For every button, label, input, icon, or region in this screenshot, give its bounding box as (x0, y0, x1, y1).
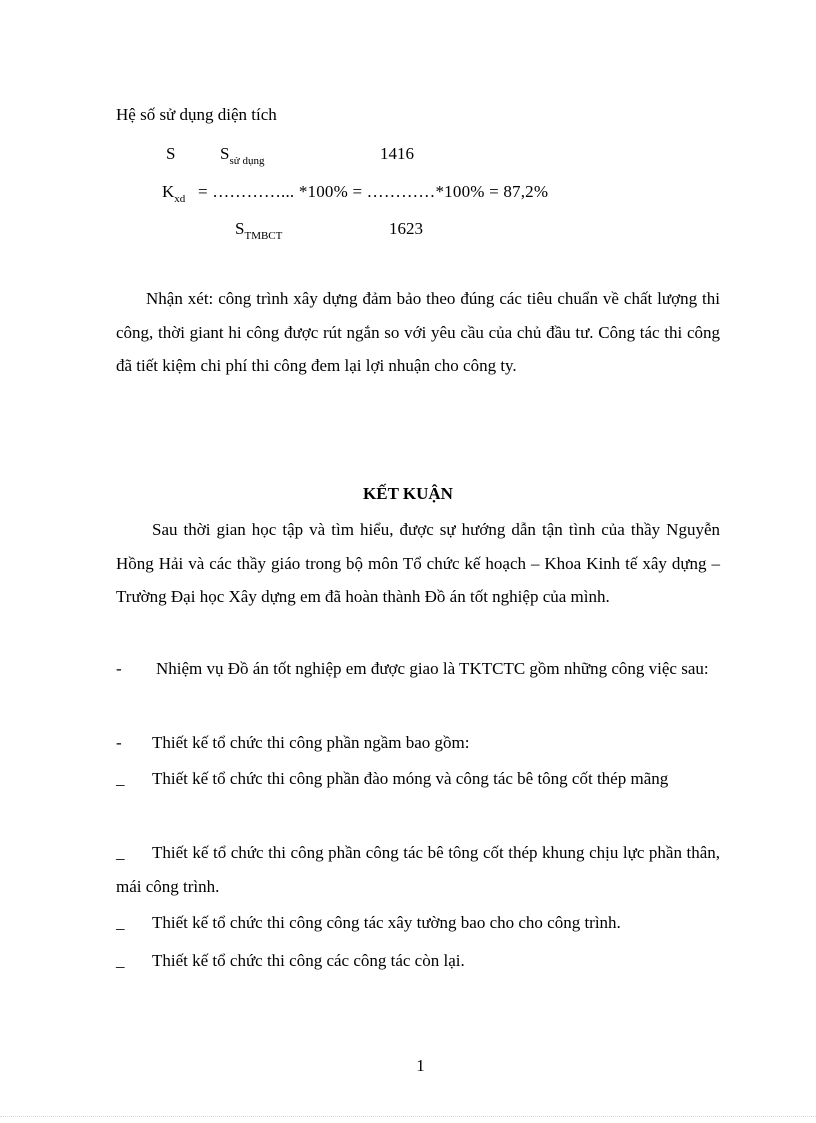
list-item-text: Thiết kế tổ chức thi công công tác xây tường bao cho cho công trình. (152, 913, 621, 932)
list-item-marker: _ (116, 951, 125, 970)
list-item (116, 944, 720, 978)
list-item-marker: _ (116, 843, 125, 862)
ratio-heading: Hệ số sử dụng diện tích (116, 105, 277, 124)
list-item-text: Thiết kế tổ chức thi công phần công tác bê tông cốt thép khung chịu lực phần thân, mái công trình. (116, 843, 720, 896)
page-number: 1 (416, 1056, 425, 1075)
formula-expression: = …………... *100% = …………*100% = 87,2% (198, 182, 549, 201)
list-item (116, 836, 720, 903)
list-item-marker: - (116, 659, 122, 678)
list-item (116, 906, 720, 940)
list-item-marker: _ (116, 769, 125, 788)
intro-text: Sau thời gian học tập và tìm hiểu, được sự hướng dẫn tận tình của thầy Nguyễn Hồng Hải và các thầy giáo trong bộ môn Tổ chức kế hoạch – Khoa Kinh tế xây dựng – Trường Đại học Xây dựng em đã hoàn thành Đồ án tốt nghiệp của mình. (116, 520, 720, 606)
list-item-marker: - (116, 733, 122, 752)
formula-s-used (220, 144, 265, 167)
list-item-text: Thiết kế tổ chức thi công phần ngầm bao gồm: (152, 733, 470, 752)
formula-k-sub: xd (174, 193, 186, 205)
list-item (116, 652, 720, 686)
remark-paragraph (116, 282, 720, 383)
conclusion-intro (116, 513, 720, 614)
formula-s-used-sub: sử dụng (229, 155, 265, 167)
list-item-marker: _ (116, 913, 125, 932)
formula-s-total-sub: TMBCT (244, 230, 283, 242)
formula-k (162, 182, 186, 205)
formula-k-main: K (162, 182, 175, 201)
list-item (116, 726, 720, 760)
formula-s-used-main: S (220, 144, 230, 163)
formula-s-total (235, 219, 283, 242)
formula-s-left: S (166, 144, 176, 163)
conclusion-title: KẾT KUẬN (363, 484, 453, 503)
list-item (116, 762, 720, 796)
list-item-text: Thiết kế tổ chức thi công phần đào móng và công tác bê tông cốt thép mãng (152, 769, 669, 788)
list-item-text: Nhiệm vụ Đồ án tốt nghiệp em được giao là TKTCTC gồm những công việc sau: (156, 659, 709, 678)
formula-numerator: 1416 (380, 144, 414, 163)
formula-denominator: 1623 (389, 219, 423, 238)
page-bottom-divider (0, 1116, 816, 1117)
remark-text: Nhận xét: công trình xây dựng đảm bảo theo đúng các tiêu chuẩn về chất lượng thi công, thời giant hi công được rút ngắn so với yêu cầu của chủ đầu tư. Công tác thi công đã tiết kiệm chi phí thi công đem lại lợi nhuận cho công ty. (116, 289, 720, 375)
formula-s-total-main: S (235, 219, 245, 238)
list-item-text: Thiết kế tổ chức thi công các công tác còn lại. (152, 951, 465, 970)
